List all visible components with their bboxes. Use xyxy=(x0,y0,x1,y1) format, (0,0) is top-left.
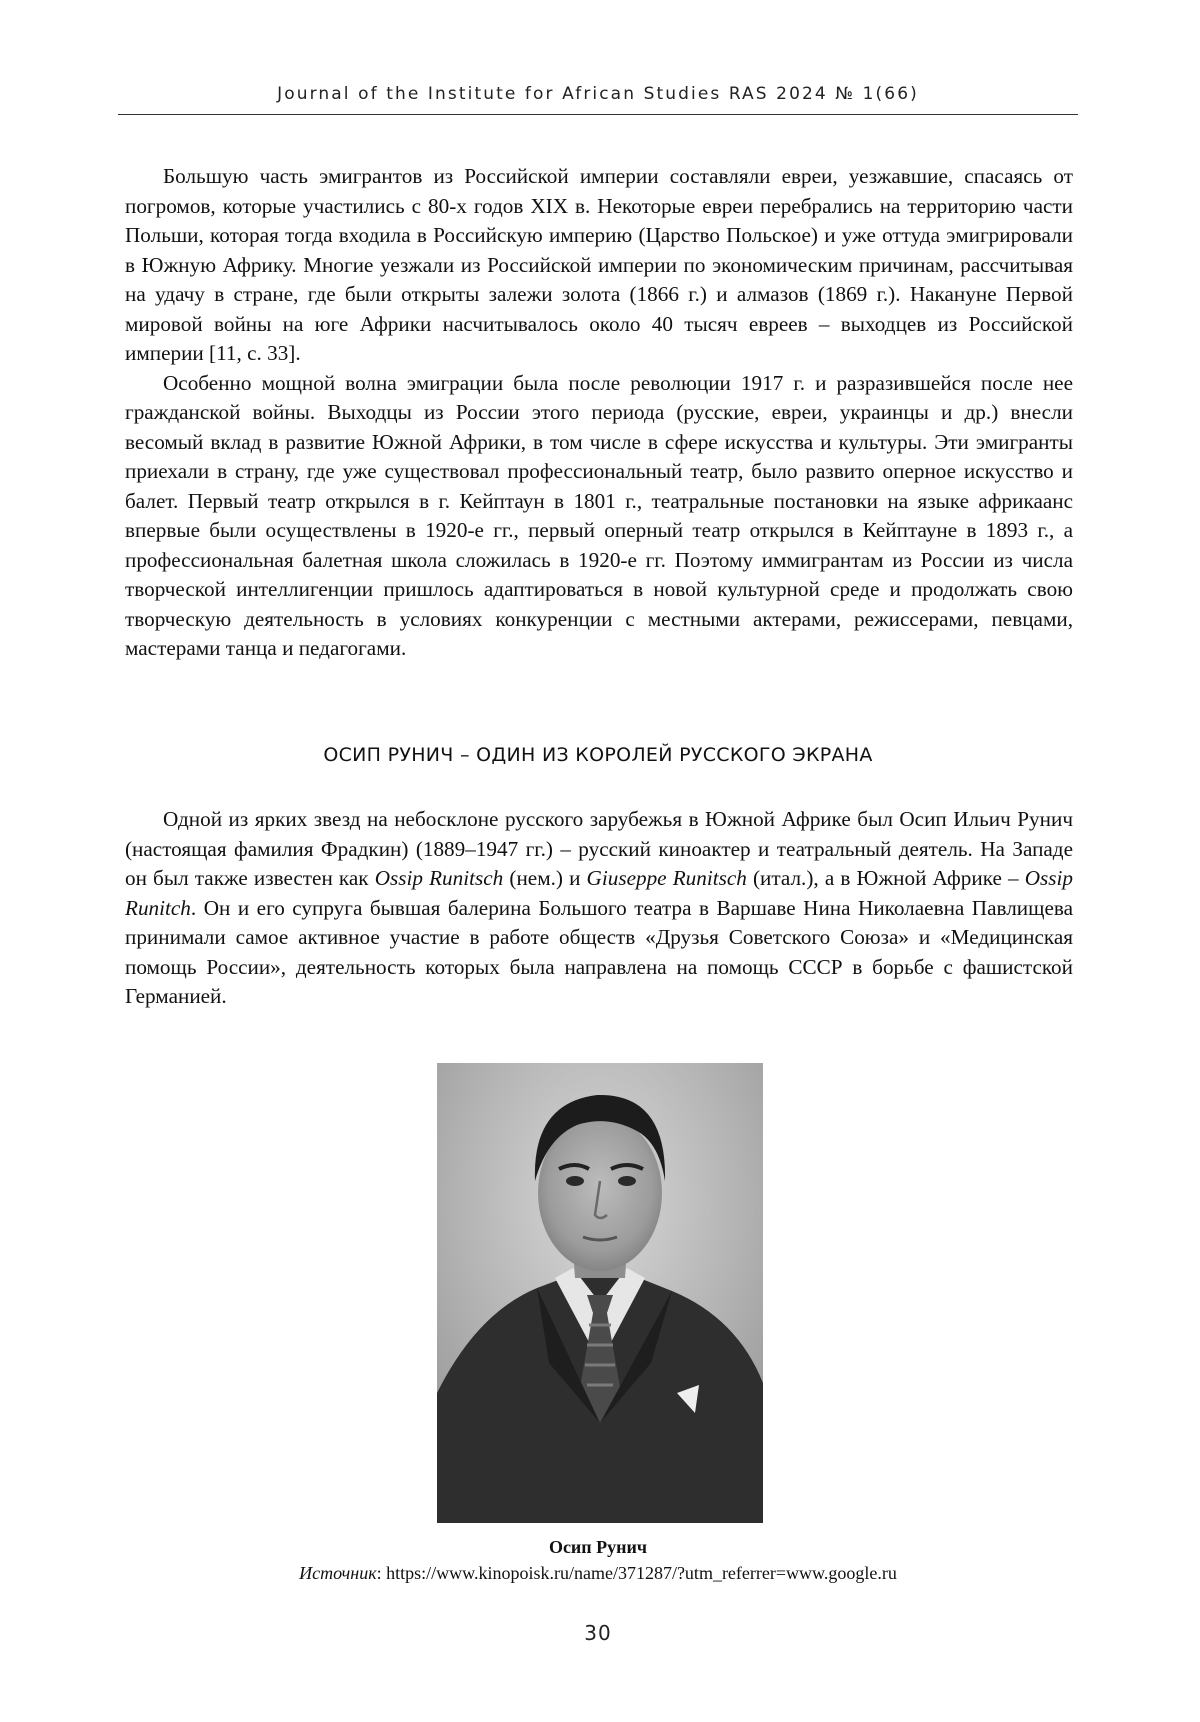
italic-name-italian: Giuseppe Runitsch xyxy=(587,866,747,890)
body-text-block-2 xyxy=(125,805,1073,1012)
page-number: 30 xyxy=(118,1621,1078,1645)
text-run: Одной из ярких звезд на небосклоне русского зарубежья в Южной Африке был Осип Ильич Рунич (настоящая фамилия Фрадкин) (1889–1947 гг.) – русский киноактер и театральный деятель. На Западе он был также известен как xyxy=(125,807,1073,890)
source-label: Источник xyxy=(299,1563,376,1583)
paragraph-revolution-wave: Особенно мощной волна эмиграции была после революции 1917 г. и разразившейся после нее гражданской войны. Выходцы из России этого периода (русские, евреи, украинцы и др.) внесли весомый вклад в развитие Южной Африки, в том числе в сфере искусства и культуры. Эти эмигранты приехали в страну, где уже существовал профессиональный театр, было развито оперное искусство и балет. Первый театр открылся в г. Кейптаун в 1801 г., театральные постановки на языке африкаанс впервые были осуществлены в 1920-е гг., первый оперный театр открылся в Кейптауне в 1893 г., а профессиональная балетная школа сложилась в 1920-е гг. Поэтому иммигрантам из России из числа творческой интеллигенции пришлось адаптироваться в новой культурной среде и продолжать свою творческую деятельность в условиях конкуренции с местными актерами, режиссерами, певцами, мастерами танца и педагогами. xyxy=(125,369,1073,664)
figure-caption-title: Осип Рунич xyxy=(118,1537,1078,1558)
text-run: (нем.) и xyxy=(503,866,586,890)
section-heading: ОСИП РУНИЧ – ОДИН ИЗ КОРОЛЕЙ РУССКОГО ЭКРАНА xyxy=(118,744,1078,766)
paragraph-emigrants: Большую часть эмигрантов из Российской империи составляли евреи, уезжавшие, спасаясь от погромов, которые участились с 80-х годов XIX в. Некоторые евреи перебрались на территорию части Польши, которая тогда входила в Российскую империю (Царство Польское) и уже оттуда эмигрировали в Южную Африку. Многие уезжали из Российской империи по экономическим причинам, рассчитывая на удачу в стране, где были открыты залежи золота (1866 г.) и алмазов (1869 г.). Накануне Первой мировой войны на юге Африки насчитывалось около 40 тысяч евреев – выходцев из Российской империи [11, с. 33]. xyxy=(125,162,1073,369)
portrait-illustration xyxy=(437,1063,763,1523)
italic-name-german: Ossip Runitsch xyxy=(375,866,504,890)
figure-caption-source xyxy=(118,1563,1078,1584)
body-text-block-1 xyxy=(125,162,1073,664)
text-run: . Он и его супруга бывшая балерина Большого театра в Варшаве Нина Николаевна Павлищева принимали самое активное участие в работе обществ «Друзья Советского Союза» и «Медицинская помощь России», деятельность которых была направлена на помощь СССР в борьбе с фашистской Германией. xyxy=(125,896,1073,1009)
paragraph-runich xyxy=(125,805,1073,1012)
italic-name-south-africa: Ossip Runitch xyxy=(125,866,1073,920)
running-header: Journal of the Institute for African Studies RAS 2024 № 1(66) xyxy=(118,84,1078,104)
portrait-photo xyxy=(437,1063,763,1523)
text-run: (итал.), а в Южной Африке – xyxy=(747,866,1025,890)
header-rule xyxy=(118,114,1078,115)
source-url: : https://www.kinopoisk.ru/name/371287/?utm_referrer=www.google.ru xyxy=(377,1563,897,1583)
